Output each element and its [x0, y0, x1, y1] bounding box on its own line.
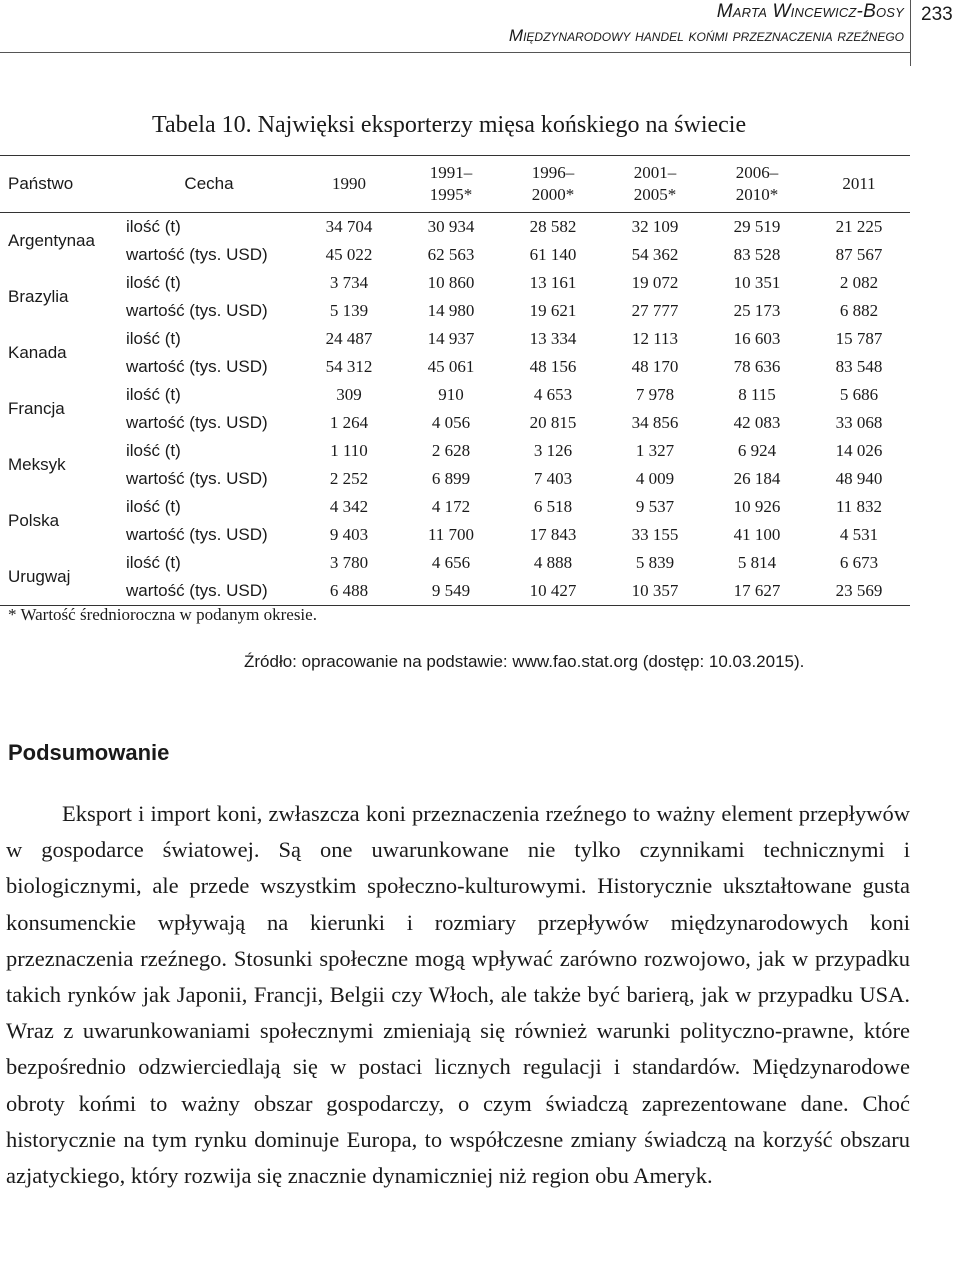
value-cell: 34 704 — [325, 217, 373, 236]
value-cell: 7 403 — [533, 469, 573, 488]
value-cell: 54 362 — [631, 245, 679, 264]
value-cell: 6 882 — [839, 301, 879, 320]
country-cell: Francja — [8, 399, 65, 418]
table-footnote: * Wartość średnioroczna w podanym okresie. — [8, 605, 317, 624]
value-cell: 48 170 — [631, 357, 679, 376]
value-cell: 48 156 — [529, 357, 577, 376]
running-head-title: Międzynarodowy handel końmi przeznaczenia rzeźnego — [508, 26, 904, 45]
feature-cell: wartość (tys. USD) — [126, 525, 268, 544]
value-cell: 3 126 — [533, 441, 573, 460]
feature-cell: ilość (t) — [126, 441, 181, 460]
value-cell: 11 832 — [835, 497, 883, 516]
country-cell: Argentynaa — [8, 231, 95, 250]
value-cell: 13 334 — [529, 329, 577, 348]
value-cell: 5 814 — [737, 553, 777, 572]
feature-cell: wartość (tys. USD) — [126, 301, 268, 320]
value-cell: 5 686 — [839, 385, 879, 404]
value-cell: 4 656 — [431, 553, 471, 572]
value-cell: 9 537 — [635, 497, 675, 516]
value-cell: 5 139 — [329, 301, 369, 320]
value-cell: 19 621 — [529, 301, 577, 320]
table-header-row — [0, 156, 910, 213]
country-cell: Kanada — [8, 343, 67, 362]
value-cell: 78 636 — [733, 357, 781, 376]
country-cell: Brazylia — [8, 287, 69, 306]
value-cell: 8 115 — [738, 385, 776, 404]
value-cell: 28 582 — [529, 217, 577, 236]
value-cell: 83 528 — [733, 245, 781, 264]
feature-cell: ilość (t) — [126, 497, 181, 516]
feature-cell: ilość (t) — [126, 553, 181, 572]
value-cell: 910 — [438, 385, 464, 404]
table-row — [0, 437, 910, 465]
feature-cell: ilość (t) — [126, 217, 181, 236]
value-cell: 4 653 — [533, 385, 573, 404]
table-row — [0, 493, 910, 521]
value-cell: 41 100 — [733, 525, 781, 544]
value-cell: 4 009 — [635, 469, 675, 488]
header-feature: Cecha — [120, 156, 298, 213]
section-heading: Podsumowanie — [8, 740, 170, 765]
value-cell: 4 342 — [329, 497, 369, 516]
value-cell: 87 567 — [835, 245, 883, 264]
value-cell: 10 926 — [733, 497, 781, 516]
page-header — [0, 0, 960, 70]
value-cell: 26 184 — [733, 469, 781, 488]
value-cell: 3 734 — [329, 273, 369, 292]
feature-cell: ilość (t) — [126, 329, 181, 348]
value-cell: 25 173 — [733, 301, 781, 320]
header-country: Państwo — [0, 156, 120, 213]
country-cell: Meksyk — [8, 455, 66, 474]
value-cell: 7 978 — [635, 385, 675, 404]
table-row — [0, 213, 910, 242]
table-row — [0, 241, 910, 269]
value-cell: 45 061 — [427, 357, 475, 376]
table-row — [0, 521, 910, 549]
feature-cell: wartość (tys. USD) — [126, 413, 268, 432]
value-cell: 10 357 — [604, 577, 706, 606]
value-cell: 13 161 — [529, 273, 577, 292]
value-cell: 48 940 — [835, 469, 883, 488]
header-period: 1991– 1995* — [400, 156, 502, 213]
table-row — [0, 577, 910, 606]
value-cell: 61 140 — [529, 245, 577, 264]
header-period: 1996– 2000* — [502, 156, 604, 213]
value-cell: 19 072 — [631, 273, 679, 292]
value-cell: 23 569 — [808, 577, 910, 606]
value-cell: 10 351 — [733, 273, 781, 292]
value-cell: 11 700 — [427, 525, 475, 544]
feature-cell: ilość (t) — [126, 385, 181, 404]
header-rule — [0, 52, 910, 53]
value-cell: 2 082 — [839, 273, 879, 292]
value-cell: 29 519 — [733, 217, 781, 236]
table-row — [0, 353, 910, 381]
value-cell: 42 083 — [733, 413, 781, 432]
header-vertical-rule — [910, 0, 911, 66]
value-cell: 27 777 — [631, 301, 679, 320]
country-cell: Polska — [8, 511, 60, 530]
country-cell: Urugwaj — [0, 549, 120, 606]
value-cell: 309 — [336, 385, 362, 404]
value-cell: 6 518 — [533, 497, 573, 516]
value-cell: 16 603 — [733, 329, 781, 348]
value-cell: 21 225 — [835, 217, 883, 236]
header-period: 2001– 2005* — [604, 156, 706, 213]
value-cell: 17 843 — [529, 525, 577, 544]
value-cell: 12 113 — [631, 329, 679, 348]
value-cell: 9 403 — [329, 525, 369, 544]
header-period: 2006– 2010* — [706, 156, 808, 213]
value-cell: 9 549 — [400, 577, 502, 606]
table-body — [0, 213, 910, 606]
table-row — [0, 269, 910, 297]
value-cell: 1 327 — [635, 441, 675, 460]
value-cell: 54 312 — [325, 357, 373, 376]
summary-paragraph: Eksport i import koni, zwłaszcza koni przeznaczenia rzeźnego to ważny element przepływów w gospodarce światowej. Są one uwarunkowane nie tylko czynnikami technicznymi i biologicznymi, ale przede wszystkim społeczno-kulturowymi. Historycznie ukształtowane gusta konsumenckie wpływają na kierunki i rozmiary przepływów międzynarodowych koni przeznaczenia rzeźnego. Stosunki społeczne mogą wpływać zarówno rozwojowo, jak w przypadku takich rynków jak Japonii, Francji, Belgii czy Włoch, ale także być barierą, jak w przypadku USA. Wraz z uwarunkowaniami społecznymi zmieniają się również warunki polityczno-prawne, które bezpośrednio odzwierciedlają się w postaci licznych regulacji i standardów. Międzynarodowe obroty końmi to ważny obszar gospodarczy, o czym świadczą zaprezentowane dane. Choć historycznie na tym rynku dominuje Europa, to współczesne zmiany świadczą na korzyść obszaru azjatyckiego, który rozwija się znacznie dynamiczniej niż region obu Ameryk. — [6, 801, 910, 1189]
value-cell: 4 888 — [533, 553, 573, 572]
header-period: 2011 — [808, 156, 910, 213]
value-cell: 4 056 — [431, 413, 471, 432]
value-cell: 6 899 — [431, 469, 471, 488]
value-cell: 2 252 — [329, 469, 369, 488]
table-row — [0, 409, 910, 437]
value-cell: 33 068 — [835, 413, 883, 432]
value-cell: 5 839 — [635, 553, 675, 572]
value-cell: 6 673 — [839, 553, 879, 572]
table-caption: Tabela 10. Najwięksi eksporterzy mięsa końskiego na świecie — [152, 112, 747, 138]
value-cell: 15 787 — [835, 329, 883, 348]
table-source: Źródło: opracowanie na podstawie: www.fao.stat.org (dostęp: 10.03.2015). — [244, 652, 805, 671]
page-number: 233 — [921, 4, 953, 25]
value-cell: 3 780 — [329, 553, 369, 572]
value-cell: 33 155 — [631, 525, 679, 544]
exporters-table — [0, 155, 910, 606]
feature-cell: ilość (t) — [126, 273, 181, 292]
value-cell: 34 856 — [631, 413, 679, 432]
value-cell: 30 934 — [427, 217, 475, 236]
table-row — [0, 297, 910, 325]
value-cell: 4 531 — [839, 525, 879, 544]
feature-cell: wartość (tys. USD) — [120, 577, 298, 606]
value-cell: 4 172 — [431, 497, 471, 516]
value-cell: 83 548 — [835, 357, 883, 376]
value-cell: 14 026 — [835, 441, 883, 460]
table-row — [0, 325, 910, 353]
feature-cell: wartość (tys. USD) — [126, 469, 268, 488]
value-cell: 2 628 — [431, 441, 471, 460]
value-cell: 1 110 — [330, 441, 368, 460]
value-cell: 14 980 — [427, 301, 475, 320]
table-row — [0, 549, 910, 577]
table-row — [0, 465, 910, 493]
feature-cell: wartość (tys. USD) — [126, 245, 268, 264]
value-cell: 20 815 — [529, 413, 577, 432]
table-row — [0, 381, 910, 409]
running-head-author: Marta Wincewicz-Bosy — [716, 1, 904, 22]
value-cell: 24 487 — [325, 329, 373, 348]
value-cell: 17 627 — [706, 577, 808, 606]
value-cell: 6 924 — [737, 441, 777, 460]
value-cell: 6 488 — [298, 577, 400, 606]
value-cell: 10 860 — [427, 273, 475, 292]
value-cell: 62 563 — [427, 245, 475, 264]
feature-cell: wartość (tys. USD) — [126, 357, 268, 376]
header-period: 1990 — [298, 156, 400, 213]
value-cell: 10 427 — [502, 577, 604, 606]
value-cell: 1 264 — [329, 413, 369, 432]
value-cell: 32 109 — [631, 217, 679, 236]
value-cell: 45 022 — [325, 245, 373, 264]
value-cell: 14 937 — [427, 329, 475, 348]
